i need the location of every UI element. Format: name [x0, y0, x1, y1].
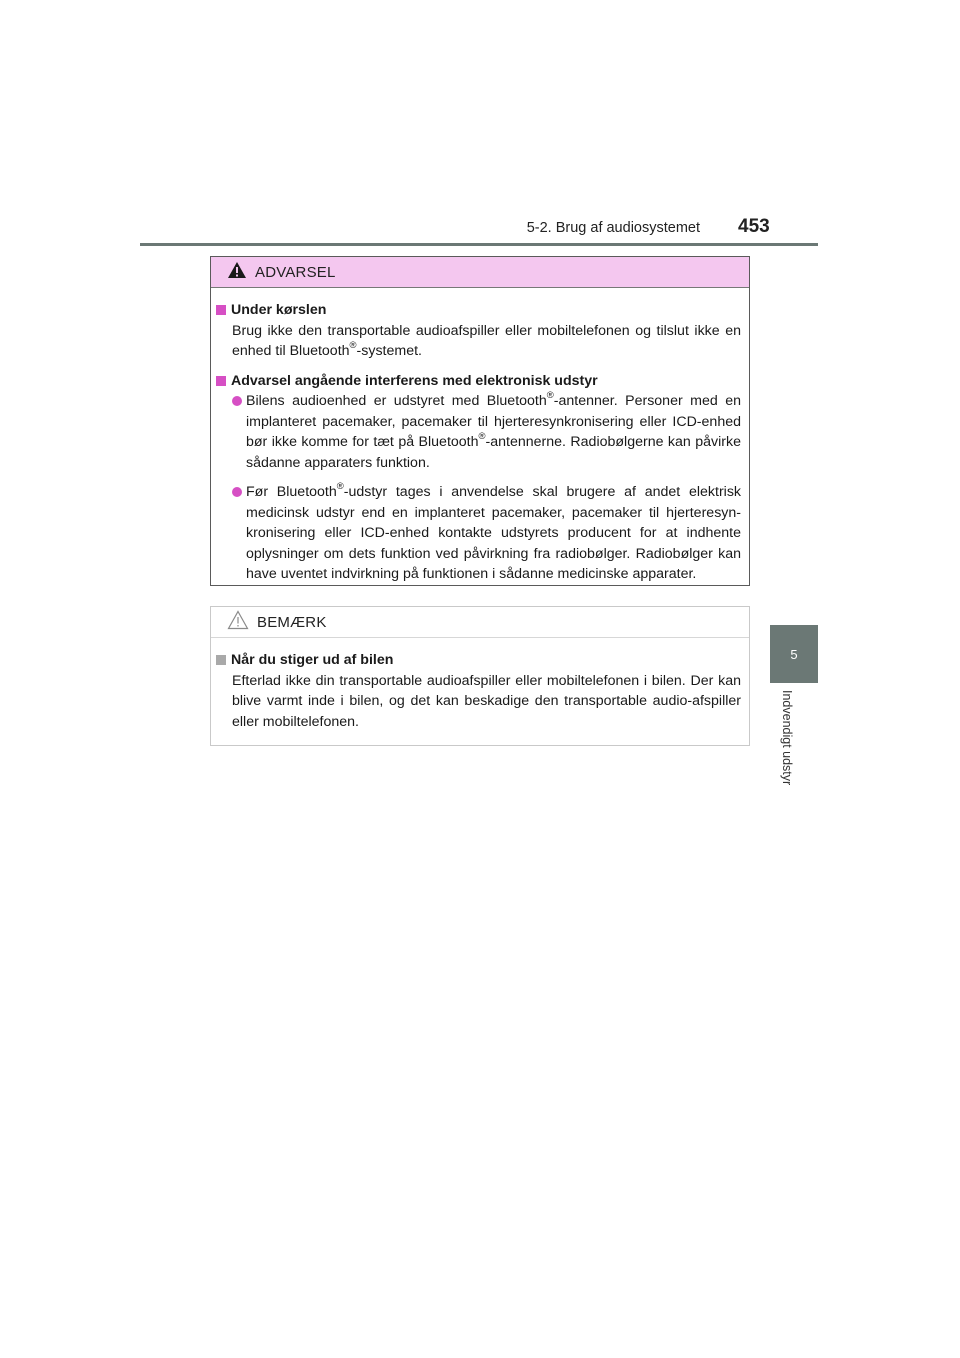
page-number: 453 — [738, 216, 770, 237]
section-heading-text: Advarsel angående interferens med elektronisk udstyr — [231, 372, 598, 389]
bullet-text: Før Bluetooth®-udstyr tages i anvendelse skal brugere af andet elektrisk medicinsk udstyr end en implanteret pacemaker, pacemaker til hjerteresyn-kronisering eller ICD-enhed kontakte udstyrets producent for at indhente oplysninger om dets funktion ved påvirkning fra radiobølger. Radiobølger kan have uventet indvirkning på funktionen i sådanne medicinske apparater. — [246, 481, 742, 582]
section-text: Brug ikke den transportable audioafspiller eller mobiltelefonen og tilslut ikke en enhed til Bluetooth®-systemet. — [232, 322, 741, 359]
warning-label: ADVARSEL — [255, 263, 336, 281]
section-title: 5-2. Brug af audiosystemet — [526, 220, 700, 236]
section-heading-text: Når du stiger ud af bilen — [231, 652, 394, 668]
bullet-text: Bilens audioenhed er udstyret med Bluetooth®-antenner. Personer med en implanteret pacemaker, pacemaker til hjerteresynkronisering eller ICD-enhed bør ikke komme for tæt på Bluetooth®-antennerne. Radiobølgerne kan påvirke sådanne apparaters funktion. — [246, 390, 741, 471]
section-heading — [216, 650, 741, 671]
square-bullet-icon — [216, 305, 226, 315]
chapter-label: Indvendigt udstyr — [780, 690, 794, 786]
section-heading — [216, 371, 741, 392]
chapter-tab — [770, 625, 818, 683]
chapter-number: 5 — [790, 646, 798, 662]
circle-bullet-icon — [232, 396, 242, 406]
notice-header — [211, 607, 749, 638]
notice-label: BEMÆRK — [257, 613, 327, 631]
warning-icon — [227, 261, 247, 284]
warning-header — [211, 257, 749, 288]
square-bullet-icon — [216, 376, 226, 386]
warning-box — [210, 256, 750, 586]
notice-icon — [227, 610, 249, 635]
notice-body — [211, 638, 749, 732]
bullet-item — [232, 482, 741, 585]
warning-body — [211, 288, 749, 585]
section-heading-text: Under kørslen — [231, 302, 327, 318]
square-bullet-icon — [216, 655, 226, 665]
circle-bullet-icon — [232, 487, 242, 497]
bullet-item — [232, 391, 741, 473]
section-heading — [216, 300, 741, 321]
section-text: Efterlad ikke din transportable audioafspiller eller mobiltelefonen i bilen. Der kan blive varmt inde i bilen, og det kan beskadige den transportable audio-afspiller eller mobiltelefonen. — [232, 672, 741, 730]
notice-box — [210, 606, 750, 746]
header-divider — [140, 243, 818, 246]
